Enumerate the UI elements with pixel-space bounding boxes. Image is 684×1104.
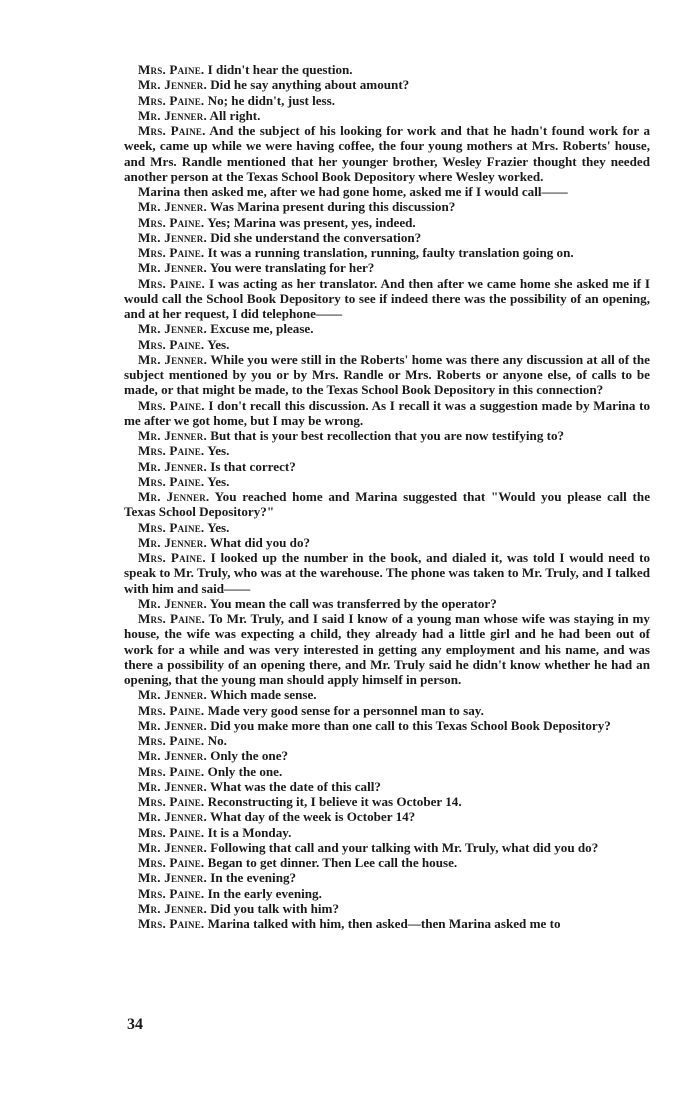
- speaker-name: Mr. Jenner.: [138, 870, 207, 886]
- testimony-paragraph: [124, 520, 650, 535]
- testimony-paragraph: [124, 108, 650, 123]
- speaker-name: Mrs. Paine.: [138, 733, 205, 748]
- paragraph-text: Began to get dinner. Then Lee call the house.: [207, 855, 458, 870]
- speaker-name: Mr. Jenner.: [138, 595, 207, 611]
- testimony-paragraph: [124, 794, 650, 809]
- testimony-paragraph: [124, 215, 650, 230]
- paragraph-text: Did you make more than one call to this Texas School Book Depository?: [210, 717, 611, 733]
- speaker-name: Mr. Jenner.: [138, 428, 207, 443]
- speaker-name: Mr. Jenner.: [138, 809, 207, 825]
- speaker-name: Mrs. Paine.: [138, 214, 205, 230]
- speaker-name: Mrs. Paine.: [138, 885, 205, 901]
- testimony-paragraph: [124, 489, 650, 520]
- paragraph-text: All right.: [209, 107, 261, 123]
- paragraph-text: It was a running translation, running, faulty translation going on.: [207, 245, 574, 260]
- speaker-name: Mrs. Paine.: [138, 550, 206, 565]
- paragraph-text: Is that correct?: [210, 458, 296, 474]
- speaker-name: Mrs. Paine.: [138, 92, 205, 108]
- speaker-name: Mrs. Paine.: [138, 443, 205, 459]
- speaker-name: Mr. Jenner.: [138, 458, 207, 474]
- testimony-paragraph: [124, 123, 650, 184]
- speaker-name: Mrs. Paine.: [138, 245, 205, 260]
- speaker-name: Mr. Jenner.: [138, 489, 210, 504]
- speaker-name: Mrs. Paine.: [138, 123, 206, 138]
- speaker-name: Mr. Jenner.: [138, 107, 207, 123]
- speaker-name: Mr. Jenner.: [138, 260, 207, 276]
- paragraph-text: But that is your best recollection that you are now testifying to?: [210, 428, 565, 443]
- testimony-paragraph: [124, 321, 650, 336]
- testimony-paragraph: [124, 93, 650, 108]
- speaker-name: Mrs. Paine.: [138, 397, 205, 413]
- testimony-paragraph: [124, 748, 650, 763]
- testimony-paragraph: [124, 199, 650, 214]
- speaker-name: Mrs. Paine.: [138, 473, 205, 489]
- testimony-paragraph: [124, 428, 650, 443]
- paragraph-text: Yes.: [207, 443, 230, 459]
- testimony-paragraph: [124, 901, 650, 916]
- paragraph-text: Following that call and your talking with Mr. Truly, what did you do?: [210, 839, 599, 855]
- speaker-name: Mrs. Paine.: [138, 611, 205, 626]
- paragraph-text: And the subject of his looking for work and that he hadn't found work for a week, came up while we were having coffee, the four young mothers at Mrs. Roberts' house, and Mrs. Randle mentioned that her younger brother, Wesley Frazier thought they needed another person at the Texas School Book Depository where Wesley worked.: [124, 123, 650, 184]
- paragraph-text: I didn't hear the question.: [207, 62, 353, 77]
- paragraph-text: Yes; Marina was present, yes, indeed.: [207, 214, 416, 230]
- testimony-paragraph: [124, 260, 650, 275]
- speaker-name: Mrs. Paine.: [138, 62, 205, 77]
- paragraph-text: Only the one.: [207, 763, 283, 779]
- speaker-name: Mrs. Paine.: [138, 824, 205, 840]
- testimony-paragraph: [124, 855, 650, 870]
- testimony-paragraph: [124, 687, 650, 702]
- speaker-name: Mr. Jenner.: [138, 229, 207, 245]
- paragraph-text: Did he say anything about amount?: [210, 77, 410, 93]
- paragraph-text: To Mr. Truly, and I said I know of a young man whose wife was staying in my house, the wife was expecting a child, they already had a little girl and he had been out of work for a while and was very interested in getting any employment and his name, and was there a possibility of an opening there, and Mr. Truly said he didn't know whether he had an opening, that the young man should apply himself in person.: [124, 611, 650, 687]
- testimony-paragraph: [124, 62, 650, 77]
- paragraph-text: Marina then asked me, after we had gone home, asked me if I would call——: [138, 184, 568, 199]
- testimony-paragraph: [124, 718, 650, 733]
- paragraph-text: Which made sense.: [209, 687, 317, 703]
- speaker-name: Mr. Jenner.: [138, 687, 207, 703]
- testimony-paragraph: [124, 596, 650, 611]
- testimony-paragraph: [124, 870, 650, 885]
- testimony-paragraph: [124, 184, 650, 199]
- paragraph-text: You reached home and Marina suggested that "Would you please call the Texas School Depository?": [124, 489, 651, 520]
- speaker-name: Mr. Jenner.: [138, 199, 207, 215]
- paragraph-text: In the evening?: [210, 870, 297, 886]
- paragraph-text: What day of the week is October 14?: [209, 809, 416, 825]
- testimony-paragraph: [124, 230, 650, 245]
- paragraph-text: Only the one?: [210, 748, 289, 764]
- paragraph-text: Did you talk with him?: [210, 900, 340, 916]
- paragraph-text: I was acting as her translator. And then after we came home she asked me if I would call the School Book Depository to see if indeed there was the possibility of an opening, and at her request, I did telephone——: [124, 275, 650, 321]
- paragraph-text: In the early evening.: [207, 885, 322, 901]
- speaker-name: Mr. Jenner.: [138, 534, 207, 550]
- paragraph-text: What was the date of this call?: [209, 778, 381, 794]
- speaker-name: Mr. Jenner.: [138, 321, 207, 337]
- testimony-paragraph: [124, 886, 650, 901]
- paragraph-text: I don't recall this discussion. As I recall it was a suggestion made by Marina to me after we got home, but I may be wrong.: [124, 397, 650, 428]
- testimony-paragraph: [124, 779, 650, 794]
- speaker-name: Mrs. Paine.: [138, 763, 205, 779]
- paragraph-text: No.: [207, 733, 227, 748]
- paragraph-text: Was Marina present during this discussion?: [209, 199, 456, 215]
- testimony-paragraph: [124, 352, 650, 398]
- speaker-name: Mrs. Paine.: [138, 794, 205, 809]
- speaker-name: Mrs. Paine.: [138, 519, 205, 535]
- speaker-name: Mrs. Paine.: [138, 855, 205, 870]
- speaker-name: Mr. Jenner.: [138, 900, 207, 916]
- testimony-paragraph: [124, 474, 650, 489]
- paragraph-text: While you were still in the Roberts' home was there any discussion at all of the subject mentioned by you or by Mrs. Randle or Mrs. Roberts or anyone else, of calls to be made, or that might be made, to the Texas School Book Depository in this connection?: [124, 351, 650, 398]
- testimony-paragraph: [124, 459, 650, 474]
- speaker-name: Mrs. Paine.: [138, 336, 205, 352]
- testimony-paragraph: [124, 916, 650, 931]
- paragraph-text: It is a Monday.: [207, 824, 292, 840]
- testimony-paragraph: [124, 825, 650, 840]
- paragraph-text: Did she understand the conversation?: [210, 229, 422, 245]
- testimony-paragraph: [124, 77, 650, 92]
- paragraph-text: You mean the call was transferred by the operator?: [209, 595, 497, 611]
- page-number: 34: [127, 1016, 143, 1033]
- testimony-paragraph: [124, 809, 650, 824]
- testimony-paragraph: [124, 550, 650, 596]
- paragraph-text: Marina talked with him, then asked—then Marina asked me to: [207, 916, 561, 931]
- speaker-name: Mrs. Paine.: [138, 916, 205, 931]
- paragraph-text: Yes.: [207, 519, 230, 535]
- testimony-paragraph: [124, 398, 650, 429]
- paragraph-text: Reconstructing it, I believe it was October 14.: [207, 794, 462, 809]
- paragraph-text: You were translating for her?: [209, 260, 375, 276]
- testimony-paragraph: [124, 535, 650, 550]
- speaker-name: Mr. Jenner.: [138, 77, 207, 93]
- paragraph-text: What did you do?: [209, 534, 311, 550]
- speaker-name: Mr. Jenner.: [138, 351, 208, 367]
- speaker-name: Mr. Jenner.: [138, 717, 207, 733]
- speaker-name: Mrs. Paine.: [138, 702, 205, 718]
- testimony-paragraph: [124, 611, 650, 687]
- testimony-paragraph: [124, 337, 650, 352]
- testimony-paragraph: [124, 443, 650, 458]
- testimony-paragraph: [124, 245, 650, 260]
- speaker-name: Mr. Jenner.: [138, 839, 207, 855]
- speaker-name: Mrs. Paine.: [138, 275, 206, 291]
- testimony-paragraph: [124, 733, 650, 748]
- paragraph-text: Made very good sense for a personnel man to say.: [207, 702, 484, 718]
- paragraph-text: Excuse me, please.: [210, 321, 314, 337]
- speaker-name: Mr. Jenner.: [138, 748, 207, 764]
- speaker-name: Mr. Jenner.: [138, 778, 207, 794]
- testimony-text: [124, 62, 650, 931]
- testimony-paragraph: [124, 703, 650, 718]
- paragraph-text: Yes.: [207, 473, 230, 489]
- testimony-paragraph: [124, 840, 650, 855]
- paragraph-text: No; he didn't, just less.: [207, 92, 335, 108]
- testimony-paragraph: [124, 764, 650, 779]
- paragraph-text: I looked up the number in the book, and dialed it, was told I would need to speak to Mr. Truly, who was at the warehouse. The phone was taken to Mr. Truly, and I talked with him and said——: [124, 550, 650, 596]
- testimony-paragraph: [124, 276, 650, 322]
- paragraph-text: Yes.: [207, 336, 230, 352]
